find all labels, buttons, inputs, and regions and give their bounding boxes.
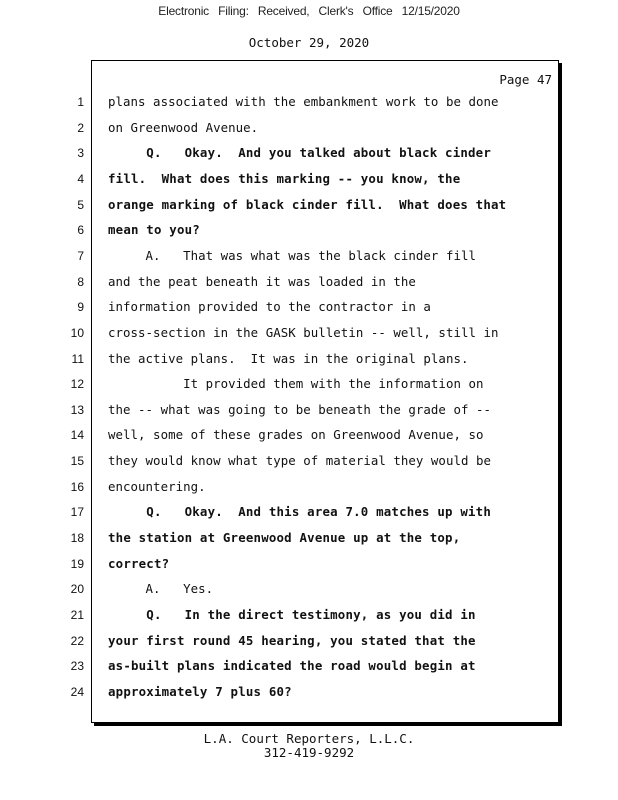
line-number: 20 xyxy=(70,582,84,597)
transcript-line xyxy=(0,656,560,676)
transcript-line xyxy=(0,477,560,497)
line-text: Q. Okay. And this area 7.0 matches up with xyxy=(108,504,491,520)
line-number: 10 xyxy=(70,325,84,340)
line-number: 24 xyxy=(70,684,84,699)
transcript-line xyxy=(0,195,560,215)
line-number: 23 xyxy=(70,659,84,674)
line-number: 22 xyxy=(70,633,84,648)
line-number: 12 xyxy=(70,377,84,392)
line-number: 1 xyxy=(77,95,84,109)
line-number: 19 xyxy=(70,556,84,571)
line-text: fill. What does this marking -- you know, the xyxy=(108,170,461,186)
transcript-line xyxy=(0,528,560,548)
transcript-line xyxy=(0,349,560,369)
transcript-line xyxy=(0,92,560,112)
transcript-date: October 29, 2020 xyxy=(248,35,370,50)
transcript-line xyxy=(0,220,560,240)
footer xyxy=(0,732,618,760)
transcript-line xyxy=(0,425,560,445)
line-text: well, some of these grades on Greenwood Avenue, so xyxy=(108,427,484,443)
line-text: approximately 7 plus 60? xyxy=(108,683,292,699)
line-number: 7 xyxy=(77,248,84,263)
line-number: 16 xyxy=(70,479,84,494)
transcript-line xyxy=(0,554,560,574)
line-number: 2 xyxy=(77,120,84,135)
electronic-filing-stamp: Electronic Filing: Received, Clerk's Office 12/15/2020 xyxy=(158,4,460,18)
line-text: information provided to the contractor in a xyxy=(108,299,431,315)
line-text: your first round 45 hearing, you stated that the xyxy=(108,632,476,648)
line-text: the station at Greenwood Avenue up at the top, xyxy=(108,530,461,546)
transcript-line xyxy=(0,451,560,471)
line-text: A. That was what was the black cinder fill xyxy=(108,247,476,263)
transcript-line xyxy=(0,246,560,266)
transcript-line xyxy=(0,400,560,420)
line-text: encountering. xyxy=(108,478,206,494)
line-text: It provided them with the information on xyxy=(108,376,484,392)
line-number: 21 xyxy=(70,608,84,622)
transcript-line xyxy=(0,169,560,189)
transcript-line xyxy=(0,272,560,292)
reporter-company: L.A. Court Reporters, L.L.C. xyxy=(203,731,415,746)
line-number: 3 xyxy=(77,146,84,161)
line-text: correct? xyxy=(108,555,170,571)
transcript-line xyxy=(0,631,560,651)
line-number: 11 xyxy=(71,351,84,366)
transcript-line xyxy=(0,605,560,625)
transcript-line xyxy=(0,682,560,702)
transcript-line xyxy=(0,502,560,522)
line-text: they would know what type of material they would be xyxy=(108,453,491,469)
line-text: A. Yes. xyxy=(108,581,214,597)
line-text: the -- what was going to be beneath the grade of -- xyxy=(108,401,491,417)
line-text: cross-section in the GASK bulletin -- well, still in xyxy=(108,324,499,340)
line-number: 15 xyxy=(70,454,84,469)
transcript-line xyxy=(0,118,560,138)
line-number: 9 xyxy=(77,300,84,315)
line-text: and the peat beneath it was loaded in the xyxy=(108,273,416,289)
line-number: 8 xyxy=(77,274,84,289)
reporter-phone: 312-419-9292 xyxy=(263,745,355,760)
line-number: 14 xyxy=(70,428,84,443)
transcript-line xyxy=(0,323,560,343)
line-text: plans associated with the embankment work to be done xyxy=(108,94,499,109)
page-number: Page 47 xyxy=(499,72,552,87)
line-number: 6 xyxy=(77,223,84,238)
line-text: Q. Okay. And you talked about black cinder xyxy=(108,145,491,161)
line-number: 4 xyxy=(77,171,84,186)
line-text: on Greenwood Avenue. xyxy=(108,119,259,135)
transcript-line xyxy=(0,143,560,163)
line-text: orange marking of black cinder fill. What does that xyxy=(108,196,507,212)
line-number: 5 xyxy=(77,197,84,212)
line-text: as-built plans indicated the road would begin at xyxy=(108,658,476,674)
line-text: mean to you? xyxy=(108,222,200,238)
line-number: 17 xyxy=(70,505,84,520)
line-number: 13 xyxy=(70,402,84,417)
line-number: 18 xyxy=(70,531,84,546)
transcript-line xyxy=(0,297,560,317)
transcript-line xyxy=(0,579,560,599)
line-text: Q. In the direct testimony, as you did in xyxy=(108,607,476,622)
line-text: the active plans. It was in the original plans. xyxy=(108,350,469,366)
transcript-line xyxy=(0,374,560,394)
